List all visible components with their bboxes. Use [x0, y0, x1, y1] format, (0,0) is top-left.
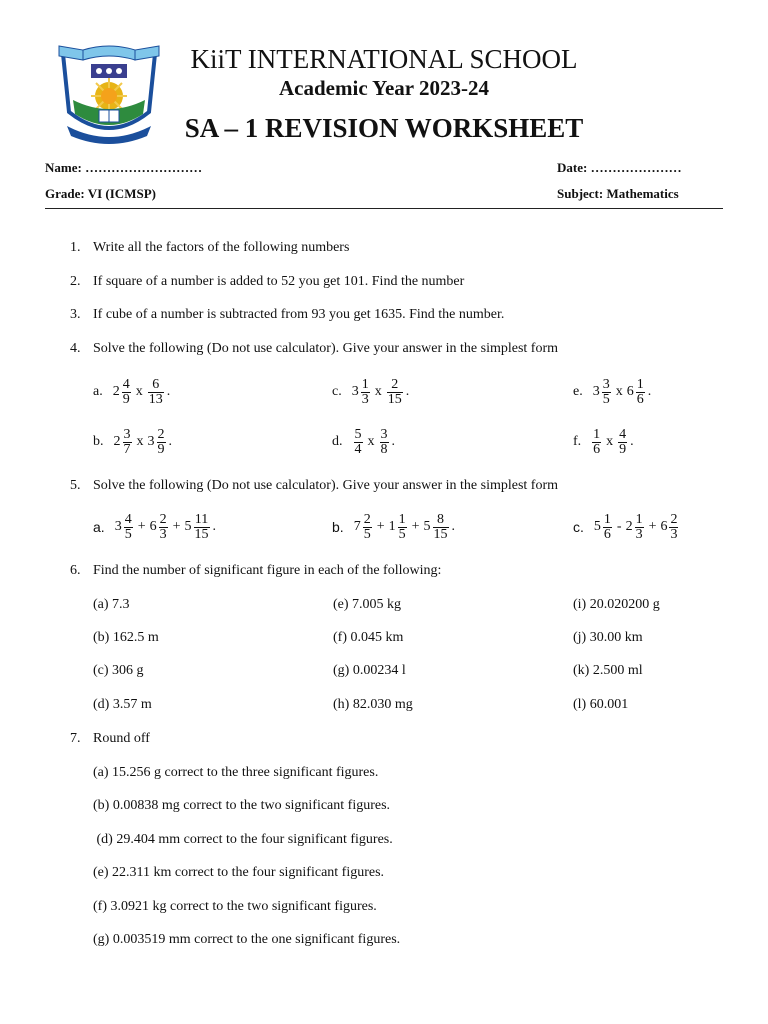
denominator: 9	[619, 441, 627, 457]
fraction	[387, 378, 403, 407]
numerator: 2	[670, 511, 678, 527]
question-number: 5.	[70, 478, 81, 493]
fraction	[603, 513, 612, 542]
operator: x	[615, 384, 623, 399]
whole-number: 2	[112, 384, 120, 399]
numerator: 1	[593, 426, 601, 442]
q5-item-c	[573, 509, 679, 545]
numerator: 8	[437, 511, 444, 527]
name-field-label: Name: ………………………	[45, 160, 203, 175]
numerator: 3	[123, 426, 131, 442]
numerator: 1	[635, 511, 643, 527]
q6-item: (l) 60.001	[573, 697, 629, 712]
q7-item: (b) 0.00838 mg correct to the two significant figures.	[93, 798, 391, 813]
denominator: 4	[354, 441, 362, 457]
numerator: 1	[398, 511, 406, 527]
terminator: .	[168, 434, 172, 449]
numerator: 3	[602, 376, 610, 392]
item-label: f.	[573, 434, 582, 449]
denominator: 15	[387, 391, 402, 407]
q4-item-a	[93, 374, 170, 410]
q7-item: (e) 22.311 km correct to the four significant figures.	[93, 865, 385, 880]
whole-number: 5	[593, 519, 601, 534]
item-label: b.	[332, 519, 344, 535]
whole-number: 3	[114, 519, 122, 534]
numerator: 5	[354, 426, 362, 442]
item-label: a.	[93, 384, 103, 399]
operator: +	[172, 519, 181, 534]
fraction	[363, 513, 372, 542]
fraction	[618, 428, 627, 457]
item-label: d.	[332, 434, 343, 449]
whole-number: 6	[626, 384, 634, 399]
terminator: .	[630, 434, 634, 449]
q6-item: (b) 162.5 m	[93, 630, 159, 645]
denominator: 5	[363, 526, 371, 542]
operator: x	[135, 384, 143, 399]
whole-number: 5	[423, 519, 431, 534]
item-label: b.	[93, 434, 104, 449]
subject-label: Subject: Mathematics	[557, 186, 679, 201]
numerator: 4	[122, 376, 130, 392]
whole-number: 2	[113, 434, 121, 449]
numerator: 2	[157, 426, 165, 442]
denominator: 5	[602, 391, 610, 407]
denominator: 5	[124, 526, 132, 542]
operator: x	[136, 434, 144, 449]
grade-label: Grade: VI (ICMSP)	[45, 186, 156, 201]
q5-item-b	[332, 509, 455, 545]
numerator: 2	[363, 511, 371, 527]
denominator: 3	[635, 526, 643, 542]
q6-item: (k) 2.500 ml	[573, 663, 643, 678]
whole-number: 6	[660, 519, 668, 534]
q6-item: (g) 0.00234 l	[333, 663, 406, 678]
fraction	[361, 378, 370, 407]
q6-item: (i) 20.020200 g	[573, 597, 660, 612]
whole-number: 5	[184, 519, 192, 534]
academic-year: Academic Year 2023-24	[279, 76, 489, 100]
question-number: 6.	[70, 563, 81, 578]
denominator: 6	[636, 391, 644, 407]
fraction	[635, 513, 644, 542]
operator: +	[411, 519, 420, 534]
denominator: 8	[380, 441, 388, 457]
fraction	[354, 428, 363, 457]
numerator: 2	[391, 376, 399, 392]
q6-item: (a) 7.3	[93, 597, 130, 612]
question-text: If cube of a number is subtracted from 93 you get 1635. Find the number.	[93, 307, 505, 322]
q4-item-f	[573, 424, 634, 460]
question-number: 7.	[70, 731, 81, 746]
question-number: 3.	[70, 307, 81, 322]
denominator: 9	[122, 391, 130, 407]
operator: +	[137, 519, 146, 534]
operator: +	[376, 519, 385, 534]
terminator: .	[405, 384, 410, 399]
question-number: 1.	[70, 240, 81, 255]
q4-item-b	[93, 424, 172, 460]
school-logo	[55, 40, 163, 148]
terminator: .	[212, 519, 216, 534]
q7-item: (d) 29.404 mm correct to the four significant figures.	[93, 832, 393, 847]
item-label: e.	[573, 384, 583, 399]
denominator: 6	[603, 526, 611, 542]
terminator: .	[647, 384, 652, 399]
denominator: 3	[361, 391, 369, 407]
fraction	[380, 428, 389, 457]
q7-item: (g) 0.003519 mm correct to the one significant figures.	[93, 932, 401, 947]
denominator: 15	[433, 526, 448, 542]
fraction	[592, 428, 601, 457]
q4-item-c	[332, 374, 409, 410]
terminator: .	[166, 384, 171, 399]
denominator: 3	[670, 526, 678, 542]
q6-item: (j) 30.00 km	[573, 630, 643, 645]
numerator: 1	[636, 376, 644, 392]
fraction	[602, 378, 611, 407]
fraction	[669, 513, 678, 542]
question-text: If square of a number is added to 52 you get 101. Find the number	[93, 274, 465, 289]
fraction	[433, 513, 449, 542]
header-divider	[45, 208, 723, 209]
denominator: 15	[194, 526, 209, 542]
q6-item: (h) 82.030 mg	[333, 697, 413, 712]
whole-number: 6	[149, 519, 157, 534]
q4-item-d	[332, 424, 395, 460]
whole-number: 3	[351, 384, 359, 399]
denominator: 6	[593, 441, 601, 457]
numerator: 4	[619, 426, 627, 442]
worksheet-title: SA – 1 REVISION WORKSHEET	[184, 113, 584, 143]
fraction	[159, 513, 168, 542]
operator: x	[367, 434, 375, 449]
q4-item-e	[573, 374, 651, 410]
q6-item: (f) 0.045 km	[333, 630, 404, 645]
question-text: Solve the following (Do not use calculator). Give your answer in the simplest form	[93, 478, 559, 493]
school-name: KiiT INTERNATIONAL SCHOOL	[190, 44, 578, 74]
denominator: 3	[159, 526, 167, 542]
question-number: 4.	[70, 341, 81, 356]
question-text: Round off	[93, 731, 150, 746]
numerator: 11	[194, 511, 209, 527]
numerator: 1	[361, 376, 369, 392]
item-label: c.	[332, 384, 342, 399]
whole-number: 3	[147, 434, 155, 449]
question-text: Write all the factors of the following numbers	[93, 240, 350, 255]
fraction	[122, 378, 131, 407]
denominator: 13	[148, 391, 163, 407]
fraction	[194, 513, 210, 542]
q5-item-a	[93, 509, 216, 545]
whole-number: 3	[592, 384, 600, 399]
terminator: .	[391, 434, 395, 449]
q6-item: (e) 7.005 kg	[333, 597, 402, 612]
q7-item: (f) 3.0921 kg correct to the two significant figures.	[93, 899, 377, 914]
numerator: 2	[159, 511, 167, 527]
question-number: 2.	[70, 274, 81, 289]
fraction	[123, 428, 132, 457]
denominator: 9	[157, 441, 165, 457]
terminator: .	[451, 519, 455, 534]
numerator: 6	[152, 376, 160, 392]
whole-number: 1	[388, 519, 396, 534]
fraction	[124, 513, 133, 542]
question-text: Find the number of significant figure in each of the following:	[93, 563, 442, 578]
q7-item: (a) 15.256 g correct to the three significant figures.	[93, 765, 379, 780]
numerator: 1	[603, 511, 611, 527]
item-label: c.	[573, 519, 584, 535]
operator: +	[648, 519, 657, 534]
denominator: 7	[123, 441, 131, 457]
whole-number: 2	[625, 519, 633, 534]
q6-item: (d) 3.57 m	[93, 697, 152, 712]
item-label: a.	[93, 519, 105, 535]
q6-item: (c) 306 g	[93, 663, 144, 678]
numerator: 3	[380, 426, 388, 442]
operator: -	[616, 519, 622, 534]
fraction	[636, 378, 645, 407]
question-text: Solve the following (Do not use calculator). Give your answer in the simplest form	[93, 341, 559, 356]
fraction	[148, 378, 164, 407]
whole-number: 7	[353, 519, 361, 534]
fraction	[398, 513, 407, 542]
denominator: 5	[398, 526, 406, 542]
operator: x	[374, 384, 382, 399]
operator: x	[606, 434, 614, 449]
date-field-label: Date: …………………	[557, 160, 682, 175]
numerator: 4	[124, 511, 132, 527]
fraction	[157, 428, 166, 457]
